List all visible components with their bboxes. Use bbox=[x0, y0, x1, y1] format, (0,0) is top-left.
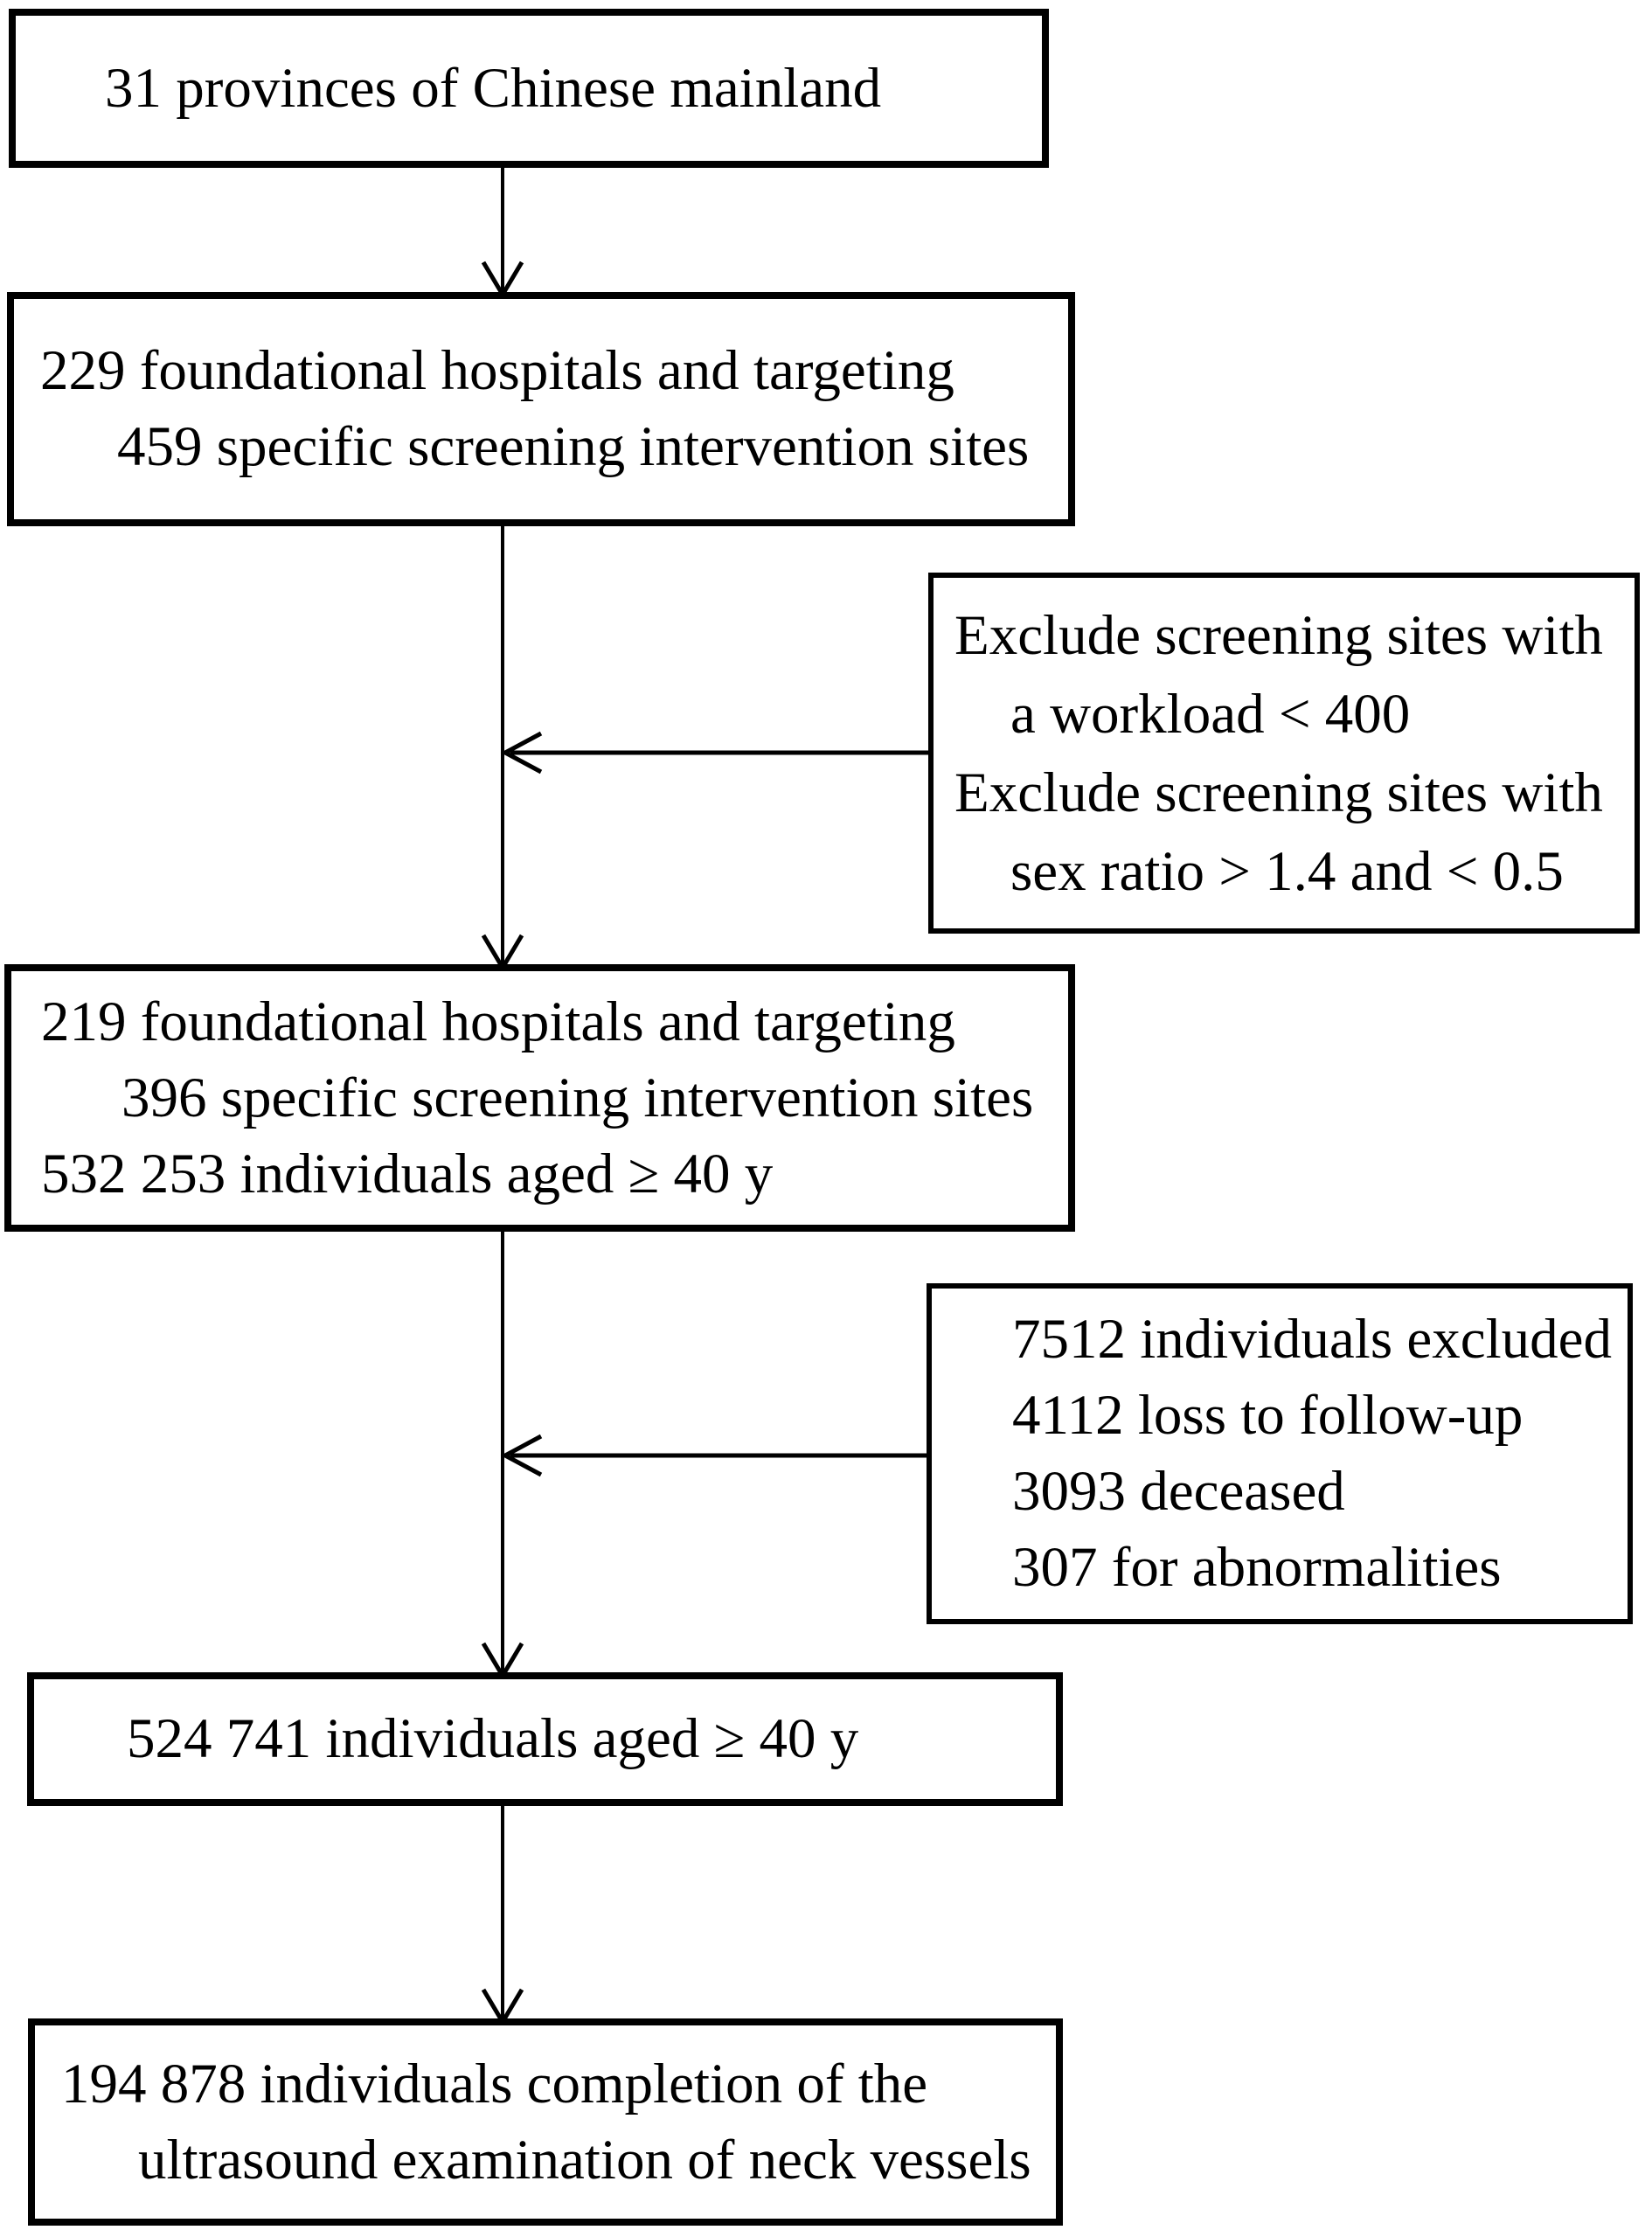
flow-box-text-line: Exclude screening sites with bbox=[954, 603, 1603, 667]
flow-box-provinces bbox=[9, 9, 1049, 168]
flow-box-text-line: 307 for abnormalities bbox=[1012, 1536, 1502, 1599]
flow-box-text-line: 31 provinces of Chinese mainland bbox=[105, 56, 882, 120]
flow-box-text-line: Exclude screening sites with bbox=[954, 761, 1603, 824]
flow-box-text-line: a workload < 400 bbox=[1010, 682, 1411, 746]
flow-box-text-line: 396 specific screening intervention sites bbox=[121, 1066, 1034, 1129]
arrow-provinces-to-hospitals bbox=[483, 166, 522, 295]
flow-box-hospitals-filtered bbox=[4, 964, 1075, 1232]
flow-box-text-line: ultrasound examination of neck vessels bbox=[138, 2128, 1031, 2192]
flow-box-text-line: 532 253 individuals aged ≥ 40 y bbox=[41, 1142, 774, 1205]
arrow-excluded-individuals-out bbox=[505, 1436, 929, 1475]
flow-box-text-line: 459 specific screening intervention sites bbox=[117, 415, 1030, 478]
flow-box-ultrasound-completed bbox=[28, 2018, 1063, 2226]
flow-box-exclude-screening-sites bbox=[928, 573, 1640, 934]
flow-box-text-line: 219 foundational hospitals and targeting bbox=[41, 990, 955, 1053]
arrow-exclude-sites-out bbox=[505, 733, 931, 772]
flow-box-text-line: 4112 loss to follow-up bbox=[1012, 1384, 1524, 1447]
flow-box-individuals-excluded bbox=[927, 1283, 1633, 1624]
arrow-eligible-to-ultrasound bbox=[483, 1803, 522, 2022]
flow-box-individuals-eligible bbox=[27, 1672, 1063, 1806]
flow-box-text-line: 3093 deceased bbox=[1012, 1460, 1345, 1523]
flow-box-text-line: 524 741 individuals aged ≥ 40 y bbox=[127, 1707, 859, 1770]
flow-box-text-line: 194 878 individuals completion of the bbox=[61, 2052, 928, 2115]
flow-box-hospitals-initial bbox=[7, 292, 1075, 526]
flow-box-text-line: sex ratio > 1.4 and < 0.5 bbox=[1010, 839, 1564, 903]
flow-box-text-line: 229 foundational hospitals and targeting bbox=[40, 339, 954, 402]
flow-box-text-line: 7512 individuals excluded bbox=[1012, 1308, 1612, 1371]
